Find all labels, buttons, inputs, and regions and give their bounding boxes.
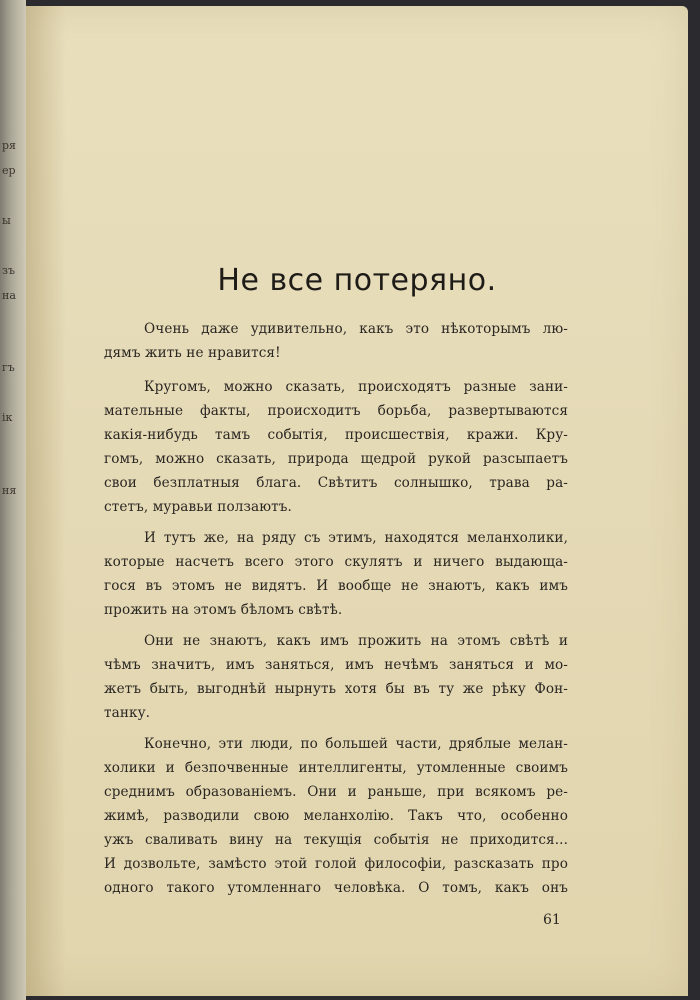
page-number: 61 [543,912,561,928]
adjacent-page-fragment: ня [2,484,17,497]
text-line: среднимъ образованіемъ. Они и раньше, при всякомъ ре- [104,784,568,800]
text-line: какія-нибудь тамъ событія, происшествія, кражи. Кру- [104,427,568,443]
text-line: Очень даже удивительно, какъ это нѣкоторымъ лю- [144,321,568,337]
text-line: холики и безпочвенные интеллигенты, утомленные своимъ [104,760,568,776]
adjacent-page-fragment: зъ [2,264,15,277]
text-line: прожить на этомъ бѣломъ свѣтѣ. [104,602,343,618]
text-line: Кругомъ, можно сказать, происходятъ разные зани- [144,379,568,395]
adjacent-page-fragment: гъ [2,361,15,374]
text-line: чѣмъ значитъ, имъ заняться, имъ нечѣмъ заняться и мо- [104,657,568,673]
adjacent-page-edge [0,0,26,1000]
adjacent-page-fragment: ы [2,214,11,227]
text-line: одного такого утомленнаго человѣка. О томъ, какъ онъ [104,880,568,896]
adjacent-page-fragment: на [2,289,16,302]
text-line: стетъ, муравьи ползаютъ. [104,499,292,515]
text-line: дямъ жить не нравится! [104,345,281,361]
text-line: мательные факты, происходитъ борьба, развертываются [104,403,568,419]
text-line: гося въ этомъ не видятъ. И вообще не знаютъ, какъ имъ [104,578,568,594]
adjacent-page-fragment: ер [2,164,16,177]
text-line: танку. [104,705,151,721]
text-line: жимѣ, разводили свою меланхолію. Такъ что, особенно [104,808,568,824]
text-line: И тутъ же, на ряду съ этимъ, находятся меланхолики, [144,530,568,546]
chapter-title: Не все потеряно. [217,263,497,298]
text-line: гомъ, можно сказать, природа щедрой рукой разсыпаетъ [104,451,568,467]
adjacent-page-fragment: ря [2,139,16,152]
text-line: жетъ быть, выгоднѣй нырнуть хотя бы въ ту же рѣку Фон- [104,681,568,697]
book-page [26,6,688,996]
text-line: И дозвольте, замѣсто этой голой философіи, разсказать про [104,856,568,872]
text-line: Конечно, эти люди, по большей части, дряблые мелан- [144,736,568,752]
adjacent-page-fragment: ік [2,411,13,424]
text-line: свои безплатныя блага. Свѣтитъ солнышко, трава ра- [104,475,568,491]
page-gutter-shadow [26,6,66,996]
text-line: ужъ сваливать вину на текущія событія не приходится... [104,832,568,848]
text-line: Они не знаютъ, какъ имъ прожить на этомъ свѣтѣ и [144,633,568,649]
text-line: которые насчетъ всего этого скулятъ и ничего выдающа- [104,554,568,570]
